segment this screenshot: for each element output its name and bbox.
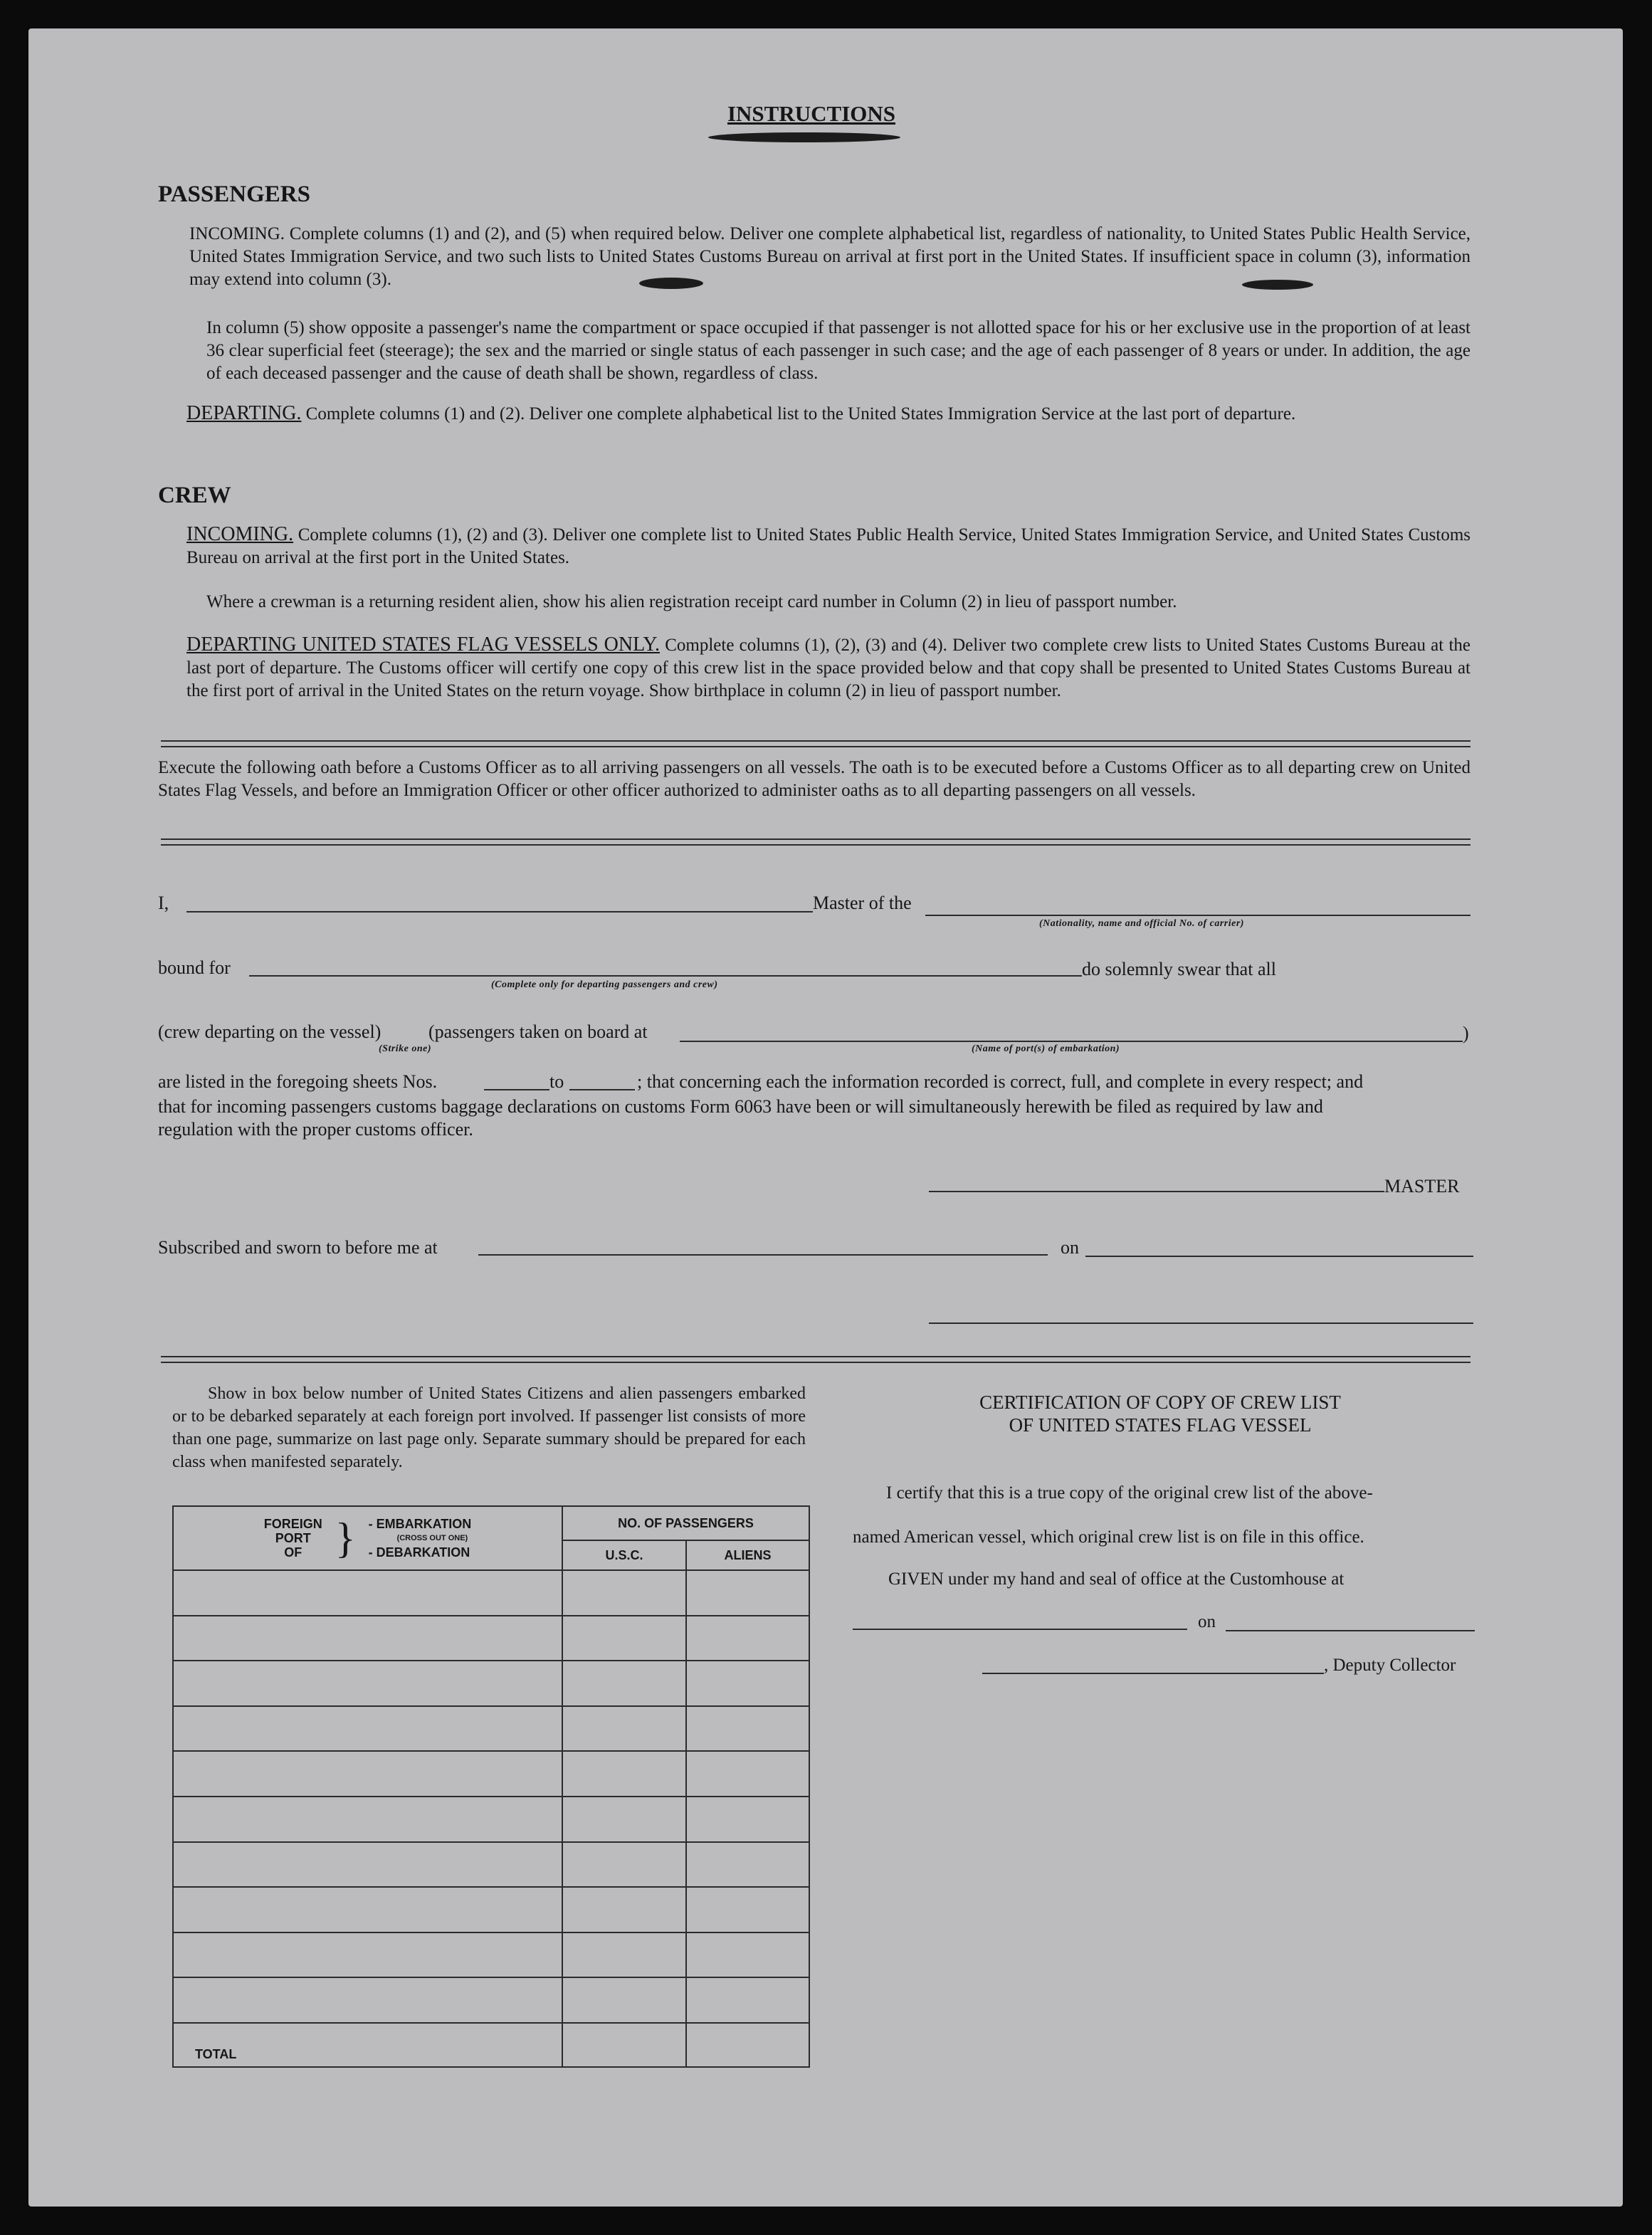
bound-for-label: bound for: [158, 957, 231, 978]
double-rule: [161, 1356, 1471, 1363]
table-row[interactable]: [173, 1842, 809, 1888]
crew-departing-label: DEPARTING UNITED STATES FLAG VESSELS ONLY.: [186, 633, 660, 656]
table-row[interactable]: [173, 1616, 809, 1661]
listed-pre: are listed in the foregoing sheets Nos.: [158, 1071, 438, 1092]
passengers-column5: In column (5) show opposite a passenger's name the compartment or space occupied if that passenger is not allotted space for his or her exclusive use in the proportion of at least 36 clear superficial feet (steerage); the sex and the married or single status of each passenger in such case; and the age of each passenger of 8 years or under. In addition, the age of each deceased passenger and the cause of death shall be shown, regardless of class.: [206, 318, 1471, 383]
foreign-label: FOREIGN: [263, 1517, 322, 1531]
deputy-signature-line[interactable]: [982, 1673, 1324, 1674]
double-rule: [161, 838, 1471, 846]
certification-heading-2: OF UNITED STATES FLAG VESSEL: [1009, 1414, 1312, 1436]
certification-line-1: I certify that this is a true copy of the original crew list of the above-: [886, 1483, 1373, 1503]
sheets-to-line[interactable]: [569, 1089, 635, 1090]
total-label: TOTAL: [173, 2023, 562, 2067]
table-row[interactable]: [173, 1887, 809, 1932]
crew-departing: [186, 633, 1471, 703]
table-row[interactable]: [173, 1570, 809, 1616]
ports-line[interactable]: [680, 1041, 1463, 1042]
certification-heading-1: CERTIFICATION OF COPY OF CREW LIST: [979, 1392, 1341, 1413]
table-row[interactable]: [173, 1706, 809, 1752]
deputy-collector-label: , Deputy Collector: [1324, 1656, 1456, 1675]
summary-note: Show in box below number of United States Citizens and alien passengers embarked or to be debarked separately at each foreign port involved. If passenger list consists of more than one page, summarize on last page only. Separate summary should be prepared for each class when manifested separately.: [172, 1384, 806, 1471]
passengers-incoming-label: INCOMING.: [189, 224, 285, 243]
close-paren: ): [1463, 1023, 1469, 1043]
crew-alien-note: Where a crewman is a returning resident alien, show his alien registration receipt card number in Column (2) in lieu of passport number.: [206, 592, 1177, 611]
double-rule: [161, 740, 1471, 747]
passengers-departing-text: Complete columns (1) and (2). Deliver one complete alphabetical list to the United States Immigration Service at the last port of departure.: [305, 404, 1296, 424]
subscribed-text: Subscribed and sworn to before me at: [158, 1237, 438, 1258]
usc-header: U.S.C.: [562, 1540, 686, 1570]
aliens-header: ALIENS: [686, 1540, 809, 1570]
ink-smudge: [708, 132, 900, 142]
table-row[interactable]: [173, 1977, 809, 2023]
crew-departing-option: (crew departing on the vessel): [158, 1021, 382, 1042]
strike-caption: (Strike one): [379, 1043, 432, 1054]
passengers-departing-label: DEPARTING.: [186, 402, 302, 424]
ink-smudge: [639, 278, 703, 289]
cross-out-label: (CROSS OUT ONE): [396, 1534, 468, 1542]
total-row[interactable]: [173, 2023, 809, 2067]
master-label: MASTER: [1384, 1176, 1460, 1197]
embarkation-label: - EMBARKATION: [368, 1517, 472, 1531]
table-row[interactable]: [173, 1797, 809, 1842]
passenger-summary-table: [172, 1505, 810, 2068]
no-passengers-header: NO. OF PASSENGERS: [562, 1506, 809, 1540]
certification-line-2: named American vessel, which original crew list is on file in this office.: [853, 1527, 1364, 1547]
certification-line-3: GIVEN under my hand and seal of office at the Customhouse at: [888, 1569, 1345, 1589]
brace-icon: }: [335, 1515, 356, 1562]
passengers-incoming-text: Complete columns (1) and (2), and (5) when required below. Deliver one complete alphabetical list, regardless of nationality, to United States Public Health Service, United States Immigration Service, and two such lists to United States Customs Bureau on arrival at first port in the United States. If insufficient space in column (3), information may extend into column (3).: [189, 224, 1471, 289]
passengers-heading: PASSENGERS: [158, 182, 310, 207]
table-row[interactable]: [173, 1751, 809, 1797]
table-row[interactable]: [173, 1932, 809, 1978]
master-signature-line[interactable]: [929, 1191, 1384, 1192]
ports-caption: (Name of port(s) of embarkation): [972, 1043, 1120, 1054]
crew-incoming: [186, 523, 1471, 569]
swear-text: do solemnly swear that all: [1082, 959, 1276, 979]
sheets-from-line[interactable]: [484, 1089, 549, 1090]
port-header-cell: [173, 1506, 562, 1570]
listed-post: ; that concerning each the information recorded is correct, full, and complete in every respect; and: [637, 1071, 1364, 1092]
passengers-departing: [186, 402, 1471, 426]
subscribed-on-label: on: [1061, 1237, 1079, 1258]
listed-line2: that for incoming passengers customs baggage declarations on customs Form 6063 have been or will simultaneously herewith be filed as required by law and: [158, 1096, 1323, 1117]
debarkation-label: - DEBARKATION: [368, 1545, 470, 1560]
master-name-line[interactable]: [186, 911, 813, 913]
ink-smudge: [1242, 280, 1313, 290]
of-label: OF: [284, 1545, 302, 1560]
customhouse-line[interactable]: [853, 1629, 1187, 1630]
certification-on-label: on: [1198, 1612, 1216, 1631]
listed-line3: regulation with the proper customs officer.: [158, 1119, 473, 1140]
crew-incoming-text: Complete columns (1), (2) and (3). Deliver one complete list to United States Public Health Service, United States Immigration Service, and United States Customs Bureau on arrival at the first port in the United States.: [186, 525, 1471, 567]
passengers-taken-option: (passengers taken on board at: [428, 1021, 648, 1042]
page-title: INSTRUCTIONS: [727, 101, 895, 126]
carrier-line[interactable]: [925, 915, 1471, 916]
bound-caption: (Complete only for departing passengers and crew): [491, 979, 718, 990]
crew-incoming-label: INCOMING.: [186, 523, 294, 545]
table-row[interactable]: [173, 1661, 809, 1706]
oath-intro: Execute the following oath before a Customs Officer as to all arriving passengers on all vessels. The oath is to be executed before a Customs Officer as to all departing crew on United States Flag Vessels, and before an Immigration Officer or other officer authorized to administer oaths as to all departing passengers on all vessels.: [158, 758, 1471, 800]
oath-i-label: I,: [158, 893, 169, 913]
port-label: PORT: [275, 1531, 311, 1545]
officer-signature-line[interactable]: [929, 1322, 1473, 1324]
master-of-label: Master of the: [813, 893, 912, 913]
bound-for-line[interactable]: [249, 975, 1082, 977]
listed-to: to: [549, 1071, 564, 1092]
crew-departing-text: Complete columns (1), (2), (3) and (4). Deliver two complete crew lists to United States Customs Bureau at the last port of departure. The Customs officer will certify one copy of this crew list in the space provided below and that copy shall be presented to United States Customs Bureau at the first port of arrival in the United States on the return voyage. Show birthplace in column (2) in lieu of passport number.: [186, 636, 1471, 700]
subscribed-place-line[interactable]: [478, 1254, 1048, 1256]
subscribed-date-line[interactable]: [1085, 1256, 1473, 1257]
certification-date-line[interactable]: [1226, 1630, 1475, 1631]
nationality-caption: (Nationality, name and official No. of carrier): [1039, 918, 1244, 929]
crew-heading: CREW: [158, 483, 231, 508]
